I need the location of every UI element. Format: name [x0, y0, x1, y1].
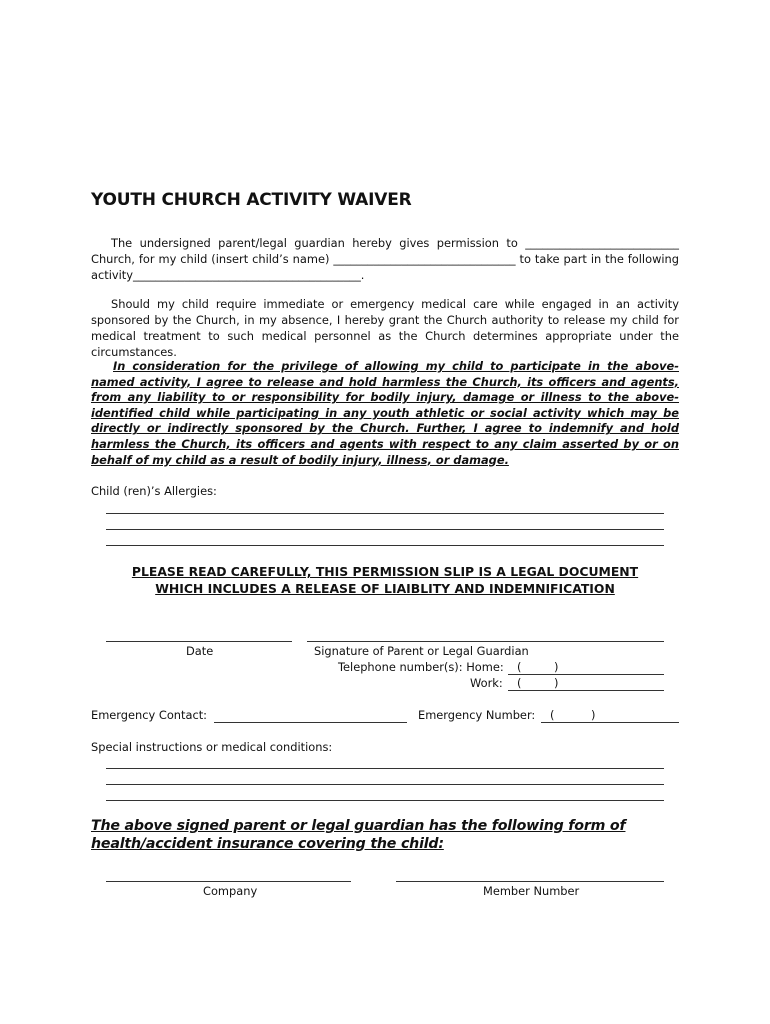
member-number-label: Member Number [483, 884, 580, 898]
legal-notice [91, 563, 679, 597]
company-label: Company [203, 884, 258, 898]
signature-line[interactable] [307, 641, 664, 642]
signature-label: Signature of Parent or Legal Guardian [314, 644, 529, 658]
work-phone-label: Work: [470, 676, 503, 690]
home-area-open-paren: ( [517, 660, 522, 674]
legal-notice-line-1: PLEASE READ CAREFULLY, THIS PERMISSION SLIP IS A LEGAL DOCUMENT [131, 564, 639, 579]
emergency-number-label: Emergency Number: [418, 708, 536, 722]
home-phone-line[interactable] [508, 674, 664, 675]
emergency-area-open-paren: ( [550, 708, 555, 722]
work-area-close-paren: ) [554, 676, 559, 690]
allergies-line-2[interactable] [106, 529, 664, 530]
date-label: Date [186, 644, 214, 658]
insurance-statement: The above signed parent or legal guardian has the following form of health/accident insurance covering the child: [91, 818, 626, 852]
allergies-label: Child (ren)’s Allergies: [91, 484, 217, 498]
permission-paragraph [91, 235, 679, 283]
special-line-3[interactable] [106, 800, 664, 801]
medical-text: Should my child require immediate or emergency medical care while engaged in an activity sponsored by the Church, in my absence, I hereby grant the Church authority to release my child for medical treatment to such medical personnel as the Church determines appropriate under the circumstances. [91, 297, 679, 359]
member-number-line[interactable] [396, 881, 664, 882]
home-phone-label: Telephone number(s): Home: [338, 660, 504, 674]
emergency-number-line[interactable] [541, 722, 679, 723]
document-title: YOUTH CHURCH ACTIVITY WAIVER [91, 190, 412, 210]
work-phone-line[interactable] [508, 690, 664, 691]
emergency-area-close-paren: ) [591, 708, 596, 722]
special-line-1[interactable] [106, 768, 664, 769]
emergency-contact-line[interactable] [214, 722, 407, 723]
company-line[interactable] [106, 881, 351, 882]
medical-paragraph [91, 296, 679, 360]
date-line[interactable] [106, 641, 292, 642]
legal-notice-line-2: WHICH INCLUDES A RELEASE OF LIAIBLITY AND INDEMNIFICATION [155, 581, 615, 596]
release-paragraph [91, 359, 679, 468]
special-line-2[interactable] [106, 784, 664, 785]
home-area-close-paren: ) [554, 660, 559, 674]
allergies-line-1[interactable] [106, 513, 664, 514]
emergency-contact-label: Emergency Contact: [91, 708, 208, 722]
allergies-line-3[interactable] [106, 545, 664, 546]
permission-text: The undersigned parent/legal guardian hereby gives permission to ___________________________ Church, for my child (insert child’s name) ________________________________ to take part in the following activity________________________________________. [91, 236, 679, 282]
release-text: In consideration for the privilege of allowing my child to participate in the above-named activity, I agree to release and hold harmless the Church, its officers and agents, from any liability to or responsibility for bodily injury, damage or illness to the above-identified child while participating in any youth athletic or social activity which may be directly or indirectly sponsored by the Church. Further, I agree to indemnify and hold harmless the Church, its officers and agents with respect to any claim asserted by or on behalf of my child as a result of bodily injury, illness, or damage. [91, 359, 679, 467]
special-instructions-label: Special instructions or medical conditions: [91, 740, 333, 754]
work-area-open-paren: ( [517, 676, 522, 690]
